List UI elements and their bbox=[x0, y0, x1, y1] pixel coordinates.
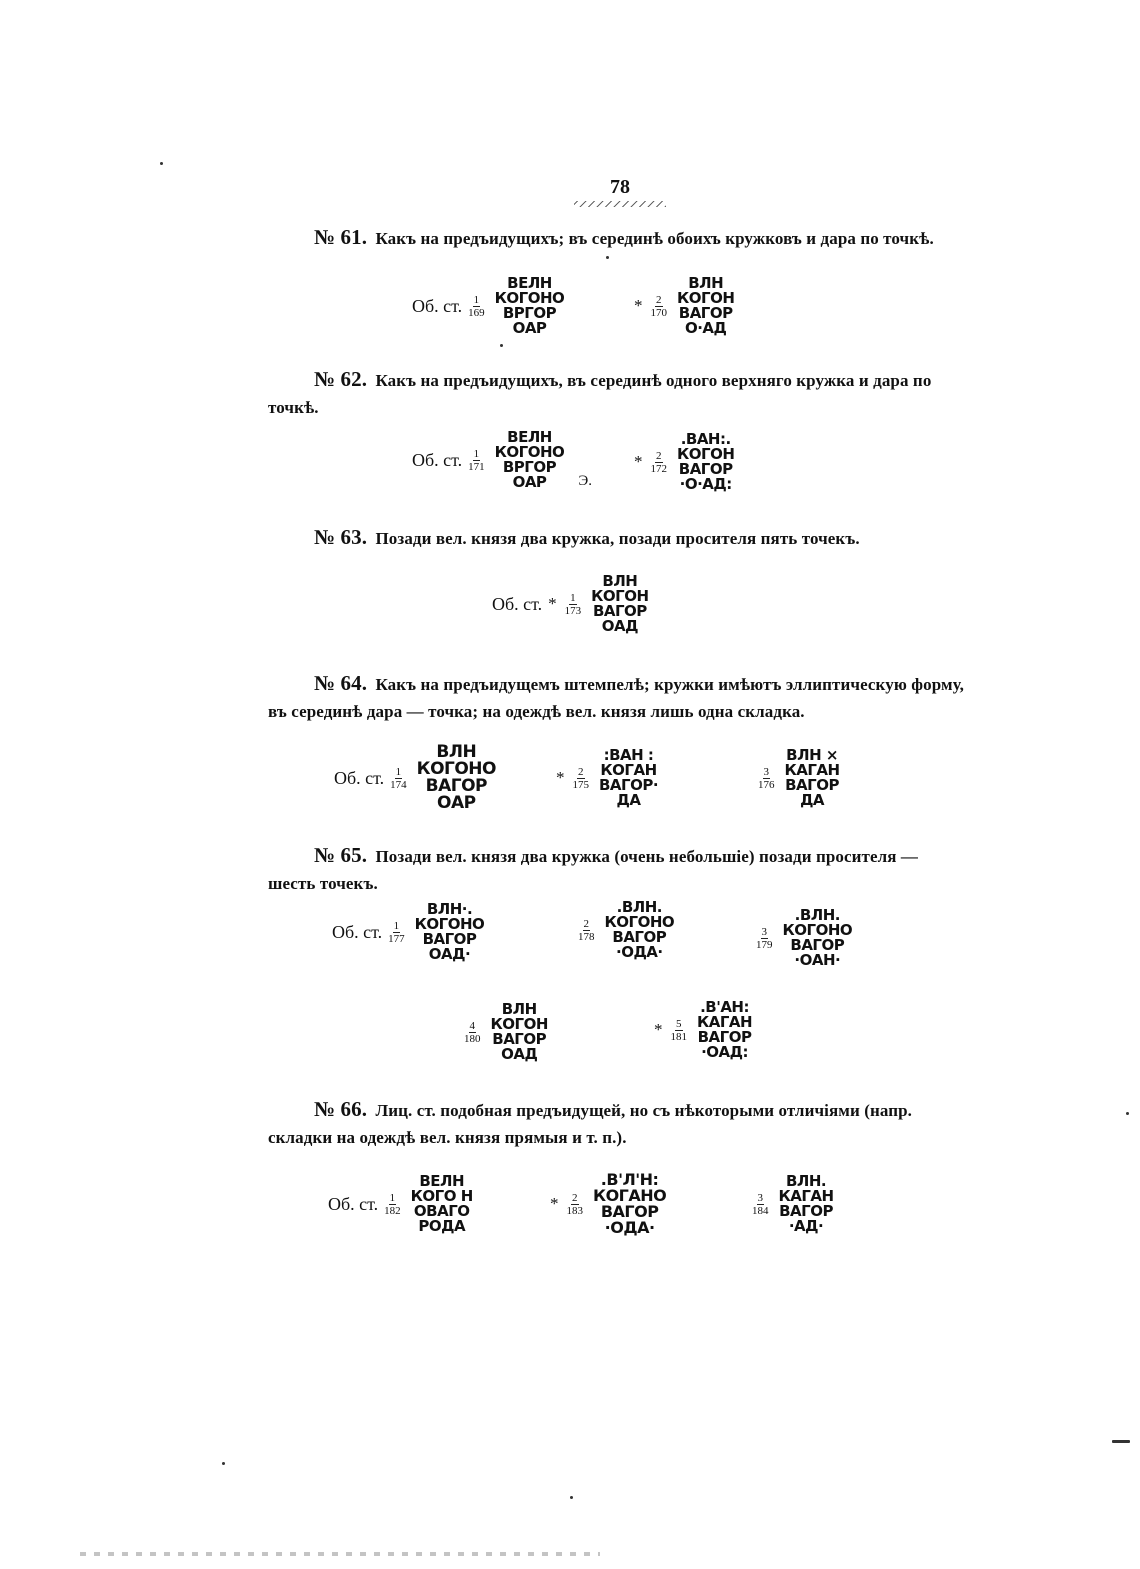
entry-66 bbox=[268, 1096, 980, 1151]
coin-178 bbox=[578, 900, 674, 960]
coin-177: Об. ст. $\frac{1}{177}$ ВЛН·. КОГОНО ВАГОР ОАД· bbox=[332, 900, 485, 963]
entry-text: Какъ на предъидущихъ, въ серединѣ одного верхняго кружка и дара по bbox=[375, 371, 932, 390]
star-mark: * bbox=[550, 1194, 559, 1213]
catalog-fraction: $\frac{1}{174}$ bbox=[390, 765, 407, 791]
coin-172 bbox=[634, 432, 734, 492]
coin-174: Об. ст. $\frac{1}{174}$ ВЛН КОГОНО ВАГОР ОАР bbox=[334, 742, 496, 813]
catalog-fraction: $\frac{2}{172}$ bbox=[650, 449, 667, 475]
entry-number: № 61. bbox=[314, 225, 368, 249]
coin-legend: ВЛН КОГОН ВАГОР ОАД bbox=[591, 572, 649, 635]
catalog-fraction: $\frac{1}{171}$ bbox=[468, 447, 485, 473]
catalog-fraction: $\frac{1}{182}$ bbox=[384, 1191, 401, 1217]
catalog-fraction: $\frac{1}{169}$ bbox=[468, 293, 485, 319]
entry-text: Какъ на предъидущемъ штемпелѣ; кружки имѣютъ эллиптическую форму, bbox=[375, 675, 964, 694]
scan-speck bbox=[160, 162, 163, 165]
coin-legend: ВЕЛН КОГОНО ВРГОР ОАР bbox=[494, 274, 565, 337]
catalog-fraction: $\frac{3}{184}$ bbox=[752, 1191, 769, 1217]
catalog-fraction: $\frac{2}{183}$ bbox=[566, 1191, 583, 1217]
decorative-wavy-rule bbox=[574, 201, 666, 207]
scan-speck bbox=[222, 1462, 225, 1465]
entry-text-continued: въ серединѣ дара — точка; на одеждѣ вел. князя лишь одна складка. bbox=[268, 702, 805, 721]
coin-180 bbox=[464, 1002, 548, 1062]
coin-legend: .В'АН: КАГАН ВАГОР ·ОАД: bbox=[697, 998, 753, 1061]
entry-number: № 62. bbox=[314, 367, 368, 391]
coin-179 bbox=[756, 908, 852, 968]
entry-text: Позади вел. князя два кружка, позади просителя пять точекъ. bbox=[375, 529, 860, 548]
scan-speck bbox=[1126, 1112, 1129, 1115]
star-mark: * bbox=[556, 768, 565, 787]
catalog-fraction: $\frac{4}{180}$ bbox=[464, 1019, 481, 1045]
coin-legend: .ВЛН. КОГОНО ВАГОР ·ОДА· bbox=[604, 898, 675, 961]
entry-61 bbox=[268, 224, 980, 252]
entry-62 bbox=[268, 366, 980, 421]
coin-184 bbox=[752, 1174, 834, 1234]
catalog-fraction: $\frac{1}{177}$ bbox=[388, 919, 405, 945]
entry-63 bbox=[268, 524, 980, 552]
coin-legend: ВЛН·. КОГОНО ВАГОР ОАД· bbox=[414, 900, 485, 963]
entry-text-continued: точкѣ. bbox=[268, 398, 319, 417]
scan-mark bbox=[1112, 1440, 1130, 1443]
coin-183 bbox=[550, 1172, 666, 1236]
entry-text: Какъ на предъидущихъ; въ серединѣ обоихъ кружковъ и дара по точкѣ. bbox=[375, 229, 934, 248]
entry-number: № 64. bbox=[314, 671, 368, 695]
entry-number: № 63. bbox=[314, 525, 368, 549]
coin-182: Об. ст. $\frac{1}{182}$ ВЕЛН КОГО Н ОВАГО РОДА bbox=[328, 1172, 473, 1235]
coin-legend: ВЕЛН КОГОНО ВРГОР ОАР bbox=[494, 428, 565, 491]
coin-legend: ВЛН КОГОНО ВАГОР ОАР bbox=[416, 742, 496, 813]
catalog-fraction: $\frac{5}{181}$ bbox=[670, 1017, 687, 1043]
page-number: 78 bbox=[560, 176, 680, 207]
coin-legend: :ВАН : КОГАН ВАГОР· ДА bbox=[599, 746, 659, 809]
entry-text: Лиц. ст. подобная предъидущей, но съ нѣкоторыми отличіями (напр. bbox=[375, 1101, 913, 1120]
coin-171: Об. ст. $\frac{1}{171}$ ВЕЛН КОГОНО ВРГОР ОАР Э. bbox=[412, 428, 592, 491]
catalog-fraction: $\frac{1}{173}$ bbox=[564, 591, 582, 617]
catalog-fraction: $\frac{2}{170}$ bbox=[650, 293, 667, 319]
coin-legend: .ВАН:. КОГОН ВАГОР ·О·АД: bbox=[677, 430, 735, 493]
entry-text: Позади вел. князя два кружка (очень небольшіе) позади просителя — bbox=[375, 847, 919, 866]
entry-text-continued: шесть точекъ. bbox=[268, 874, 378, 893]
coin-legend: .В'Л'Н: КОГАНО ВАГОР ·ОДА· bbox=[593, 1170, 667, 1237]
star-mark: * bbox=[634, 452, 643, 471]
coin-173: Об. ст. * $\frac{1}{173}$ ВЛН КОГОН ВАГОР ОАД bbox=[492, 572, 649, 635]
scan-edge-noise bbox=[80, 1552, 600, 1556]
coin-legend: ВЛН КОГОН ВАГОР ОАД bbox=[490, 1000, 548, 1063]
scan-speck bbox=[500, 344, 503, 347]
coin-176 bbox=[758, 748, 840, 808]
star-mark: * bbox=[634, 296, 643, 315]
coin-169: Об. ст. $\frac{1}{169}$ ВЕЛН КОГОНО ВРГОР ОАР bbox=[412, 274, 565, 337]
coin-legend: ВЛН. КАГАН ВАГОР ·АД· bbox=[778, 1172, 834, 1235]
coin-legend: ВЛН КОГОН ВАГОР О·АД bbox=[677, 274, 735, 337]
catalog-fraction: $\frac{2}{175}$ bbox=[572, 765, 589, 791]
coin-legend: .ВЛН. КОГОНО ВАГОР ·ОАН· bbox=[782, 906, 853, 969]
scan-speck bbox=[606, 256, 609, 259]
star-mark: * bbox=[548, 594, 557, 613]
entry-65 bbox=[268, 842, 980, 897]
entry-number: № 66. bbox=[314, 1097, 368, 1121]
entry-64 bbox=[268, 670, 980, 725]
coin-legend: ВЛН × КАГАН ВАГОР ДА bbox=[784, 746, 840, 809]
catalog-fraction: $\frac{3}{179}$ bbox=[756, 925, 773, 951]
coin-legend: ВЕЛН КОГО Н ОВАГО РОДА bbox=[410, 1172, 473, 1235]
entry-text-continued: складки на одеждѣ вел. князя прямыя и т. п.). bbox=[268, 1128, 627, 1147]
star-mark: * bbox=[654, 1020, 663, 1039]
coin-170 bbox=[634, 276, 734, 336]
catalog-fraction: $\frac{2}{178}$ bbox=[578, 917, 595, 943]
coin-175 bbox=[556, 748, 658, 808]
catalog-fraction: $\frac{3}{176}$ bbox=[758, 765, 775, 791]
coin-181 bbox=[654, 1000, 752, 1060]
entry-number: № 65. bbox=[314, 843, 368, 867]
side-note: Э. bbox=[578, 473, 592, 489]
scan-speck bbox=[570, 1496, 573, 1499]
